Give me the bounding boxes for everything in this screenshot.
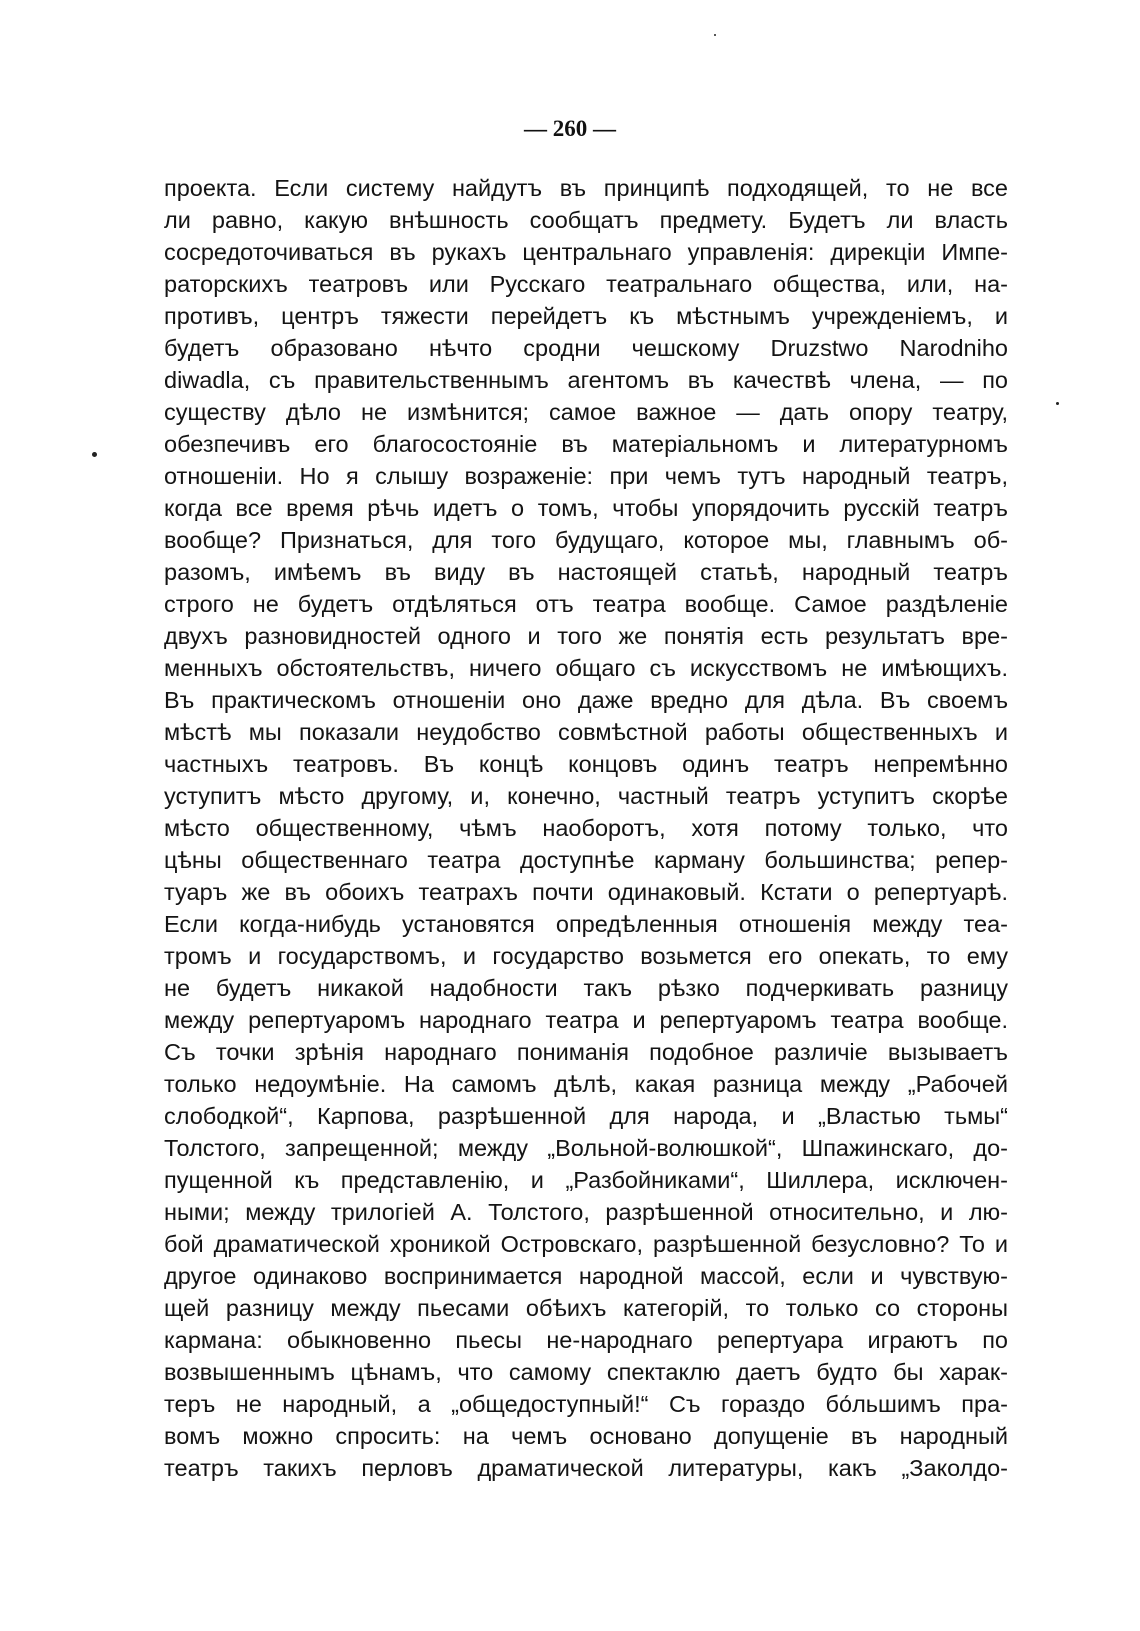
scan-speck	[1056, 402, 1059, 405]
text-line: бой драматической хроникой Островскаго, разрѣшенной безусловно? То и	[164, 1231, 1008, 1257]
text-line: мѣстѣ мы показали неудобство совмѣстной работы общественныхъ и	[164, 719, 1008, 745]
text-line: будетъ образовано нѣчто сродни чешскому Druzstwo Narodniho	[164, 335, 1008, 361]
text-line: вообще? Признаться, для того будущаго, которое мы, главнымъ об-	[164, 527, 1008, 553]
text-line: возвышеннымъ цѣнамъ, что самому спектаклю даетъ будто бы харак-	[164, 1359, 1008, 1385]
text-line: двухъ разновидностей одного и того же понятія есть результатъ вре-	[164, 623, 1008, 649]
text-line: строго не будетъ отдѣляться отъ театра вообще. Самое раздѣленіе	[164, 591, 1008, 617]
text-line: Въ практическомъ отношеніи оно даже вредно для дѣла. Въ своемъ	[164, 687, 1008, 713]
text-line: уступитъ мѣсто другому, и, конечно, частный театръ уступитъ скорѣе	[164, 783, 1008, 809]
text-line: кармана: обыкновенно пьесы не-народнаго репертуара играютъ по	[164, 1327, 1008, 1353]
text-line: только недоумѣніе. На самомъ дѣлѣ, какая разница между „Рабочей	[164, 1071, 1008, 1097]
text-line: обезпечивъ его благосостояніе въ матеріальномъ и литературномъ	[164, 431, 1008, 457]
text-line: отношеніи. Но я слышу возраженіе: при чемъ тутъ народный театръ,	[164, 463, 1008, 489]
scan-speck	[92, 452, 97, 457]
text-line: проекта. Если систему найдутъ въ принципѣ подходящей, то не все	[164, 175, 1008, 201]
text-line: вомъ можно спросить: на чемъ основано допущеніе въ народный	[164, 1423, 1008, 1449]
text-line: теръ не народный, а „общедоступный!“ Съ гораздо бо́льшимъ пра-	[164, 1391, 1008, 1417]
text-line: менныхъ обстоятельствъ, ничего общаго съ искусствомъ не имѣющихъ.	[164, 655, 1008, 681]
text-line: тромъ и государствомъ, и государство возьмется его опекать, то ему	[164, 943, 1008, 969]
text-line: между репертуаромъ народнаго театра и репертуаромъ театра вообще.	[164, 1007, 1008, 1033]
text-line: diwadla, съ правительственнымъ агентомъ въ качествѣ члена, — по	[164, 367, 1008, 393]
text-line: противъ, центръ тяжести перейдетъ къ мѣстнымъ учрежденіемъ, и	[164, 303, 1008, 329]
text-line: театръ такихъ перловъ драматической литературы, какъ „Заколдо-	[164, 1455, 1008, 1481]
text-line: существу дѣло не измѣнится; самое важное — дать опору театру,	[164, 399, 1008, 425]
text-line: когда все время рѣчь идетъ о томъ, чтобы упорядочить русскій театръ	[164, 495, 1008, 521]
body-text	[164, 172, 1008, 1484]
text-line: Толстого, запрещенной; между „Вольной-волюшкой“, Шпажинскаго, до-	[164, 1135, 1008, 1161]
text-line: цѣны общественнаго театра доступнѣе карману большинства; репер-	[164, 847, 1008, 873]
text-line: раторскихъ театровъ или Русскаго театральнаго общества, или, на-	[164, 271, 1008, 297]
text-line: слободкой“, Карпова, разрѣшенной для народа, и „Властью тьмы“	[164, 1103, 1008, 1129]
text-line: сосредоточиваться въ рукахъ центральнаго управленія: дирекціи Импе-	[164, 239, 1008, 265]
scan-speck	[714, 34, 716, 36]
text-line: пущенной къ представленію, и „Разбойниками“, Шиллера, исключен-	[164, 1167, 1008, 1193]
text-line: мѣсто общественному, чѣмъ наоборотъ, хотя потому только, что	[164, 815, 1008, 841]
text-line: частныхъ театровъ. Въ концѣ концовъ одинъ театръ непремѣнно	[164, 751, 1008, 777]
text-line: не будетъ никакой надобности такъ рѣзко подчеркивать разницу	[164, 975, 1008, 1001]
text-line: другое одинаково воспринимается народной массой, если и чувствую-	[164, 1263, 1008, 1289]
text-line: щей разницу между пьесами обѣихъ категорій, то только со стороны	[164, 1295, 1008, 1321]
page-number: — 260 —	[524, 116, 616, 141]
text-line: Съ точки зрѣнія народнаго пониманія подобное различіе вызываетъ	[164, 1039, 1008, 1065]
text-line: ли равно, какую внѣшность сообщатъ предмету. Будетъ ли власть	[164, 207, 1008, 233]
text-line: туаръ же въ обоихъ театрахъ почти одинаковый. Кстати о репертуарѣ.	[164, 879, 1008, 905]
text-line: разомъ, имѣемъ въ виду въ настоящей статьѣ, народный театръ	[164, 559, 1008, 585]
text-line: Если когда-нибудь установятся опредѣленныя отношенія между теа-	[164, 911, 1008, 937]
text-line: ными; между трилогіей А. Толстого, разрѣшенной относительно, и лю-	[164, 1199, 1008, 1225]
